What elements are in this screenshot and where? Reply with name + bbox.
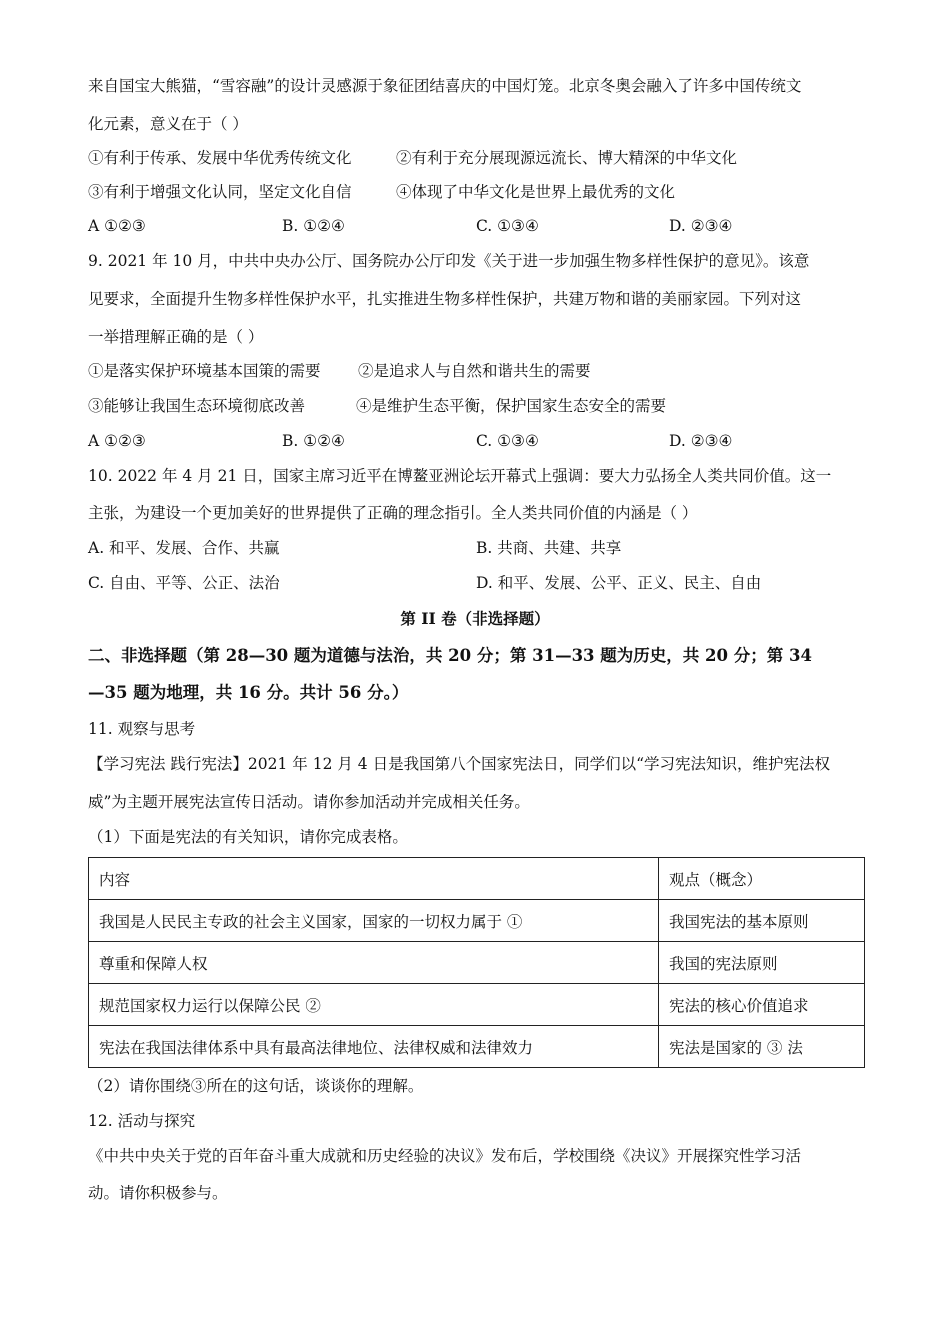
section-heading-line1: 二、非选择题（第 28—30 题为道德与法治，共 20 分；第 31—33 题为历史，共 20 分；第 34 — [88, 646, 812, 665]
q8-option-d: D. ②③④ — [669, 217, 733, 235]
q10-line2: 主张，为建设一个更加美好的世界提供了正确的理念指引。全人类共同价值的内涵是（ ） — [88, 504, 698, 522]
q10-option-d: D. 和平、发展、公平、正义、民主、自由 — [476, 574, 762, 592]
q10-option-c: C. 自由、平等、公正、法治 — [88, 574, 280, 592]
q11-task2: （2）请你围绕③所在的这句话，谈谈你的理解。 — [88, 1077, 424, 1095]
q12-title: 12. 活动与探究 — [88, 1112, 196, 1130]
q12-line1: 《中共中央关于党的百年奋斗重大成就和历史经验的决议》发布后，学校围绕《决议》开展探究性学习活 — [88, 1147, 802, 1165]
q8-statement-2: ②有利于充分展现源远流长、博大精深的中华文化 — [396, 149, 738, 167]
table-cell: 宪法在我国法律体系中具有最高法律地位、法律权威和法律效力 — [89, 1026, 659, 1068]
table-header-row — [89, 858, 865, 900]
q9-statement-3: ③能够让我国生态环境彻底改善 — [88, 397, 306, 415]
q9-statement-2: ②是追求人与自然和谐共生的需要 — [358, 362, 591, 380]
table-row — [89, 984, 865, 1026]
table-cell: 宪法是国家的 ③ 法 — [659, 1026, 865, 1068]
q9-statement-4: ④是维护生态平衡，保护国家生态安全的需要 — [356, 397, 667, 415]
q11-title: 11. 观察与思考 — [88, 720, 196, 738]
section-heading-line2: —35 题为地理，共 16 分。共计 56 分。） — [88, 683, 409, 702]
q8-option-a: A ①②③ — [88, 217, 146, 235]
q8-statement-1: ①有利于传承、发展中华优秀传统文化 — [88, 149, 352, 167]
q9-line2: 见要求，全面提升生物多样性保护水平，扎实推进生物多样性保护，共建万物和谐的美丽家园。下列对这 — [88, 290, 802, 308]
q8-statement-4: ④体现了中华文化是世界上最优秀的文化 — [396, 183, 676, 201]
q8-option-b: B. ①②④ — [282, 217, 345, 235]
section-title: 第 II 卷（非选择题） — [400, 609, 550, 628]
constitution-table — [88, 857, 865, 1068]
table-row — [89, 1026, 865, 1068]
q9-option-c: C. ①③④ — [476, 432, 539, 450]
table-header-content: 内容 — [89, 858, 659, 900]
q10-option-b: B. 共商、共建、共享 — [476, 539, 622, 557]
q11-intro-line1: 【学习宪法 践行宪法】2021 年 12 月 4 日是我国第八个国家宪法日，同学们以“学习宪法知识，维护宪法权 — [88, 755, 831, 773]
table-cell: 尊重和保障人权 — [89, 942, 659, 984]
q12-line2: 动。请你积极参与。 — [88, 1184, 228, 1202]
q10-option-a: A. 和平、发展、合作、共赢 — [88, 539, 280, 557]
q9-option-b: B. ①②④ — [282, 432, 345, 450]
q8-statement-3: ③有利于增强文化认同，坚定文化自信 — [88, 183, 352, 201]
q8-line1: 来自国宝大熊猫，“雪容融”的设计灵感源于象征团结喜庆的中国灯笼。北京冬奥会融入了许多中国传统文 — [88, 77, 802, 95]
table-row — [89, 900, 865, 942]
table-cell: 我国宪法的基本原则 — [659, 900, 865, 942]
q9-line1: 9. 2021 年 10 月，中共中央办公厅、国务院办公厅印发《关于进一步加强生物多样性保护的意见》。该意 — [88, 252, 810, 270]
table-cell: 我国的宪法原则 — [659, 942, 865, 984]
table-row — [89, 942, 865, 984]
table-cell: 宪法的核心价值追求 — [659, 984, 865, 1026]
q11-intro-line2: 威”为主题开展宪法宣传日活动。请你参加活动并完成相关任务。 — [88, 793, 530, 811]
table-header-concept: 观点（概念） — [659, 858, 865, 900]
q9-statement-1: ①是落实保护环境基本国策的需要 — [88, 362, 321, 380]
q11-task1: （1）下面是宪法的有关知识，请你完成表格。 — [88, 828, 408, 846]
table-cell: 我国是人民民主专政的社会主义国家，国家的一切权力属于 ① — [89, 900, 659, 942]
q8-line2: 化元素，意义在于（ ） — [88, 115, 248, 133]
q9-option-d: D. ②③④ — [669, 432, 733, 450]
table-cell: 规范国家权力运行以保障公民 ② — [89, 984, 659, 1026]
q8-option-c: C. ①③④ — [476, 217, 539, 235]
q9-line3: 一举措理解正确的是（ ） — [88, 328, 264, 346]
q9-option-a: A ①②③ — [88, 432, 146, 450]
q10-line1: 10. 2022 年 4 月 21 日，国家主席习近平在博鳌亚洲论坛开幕式上强调：要大力弘扬全人类共同价值。这一 — [88, 467, 832, 485]
